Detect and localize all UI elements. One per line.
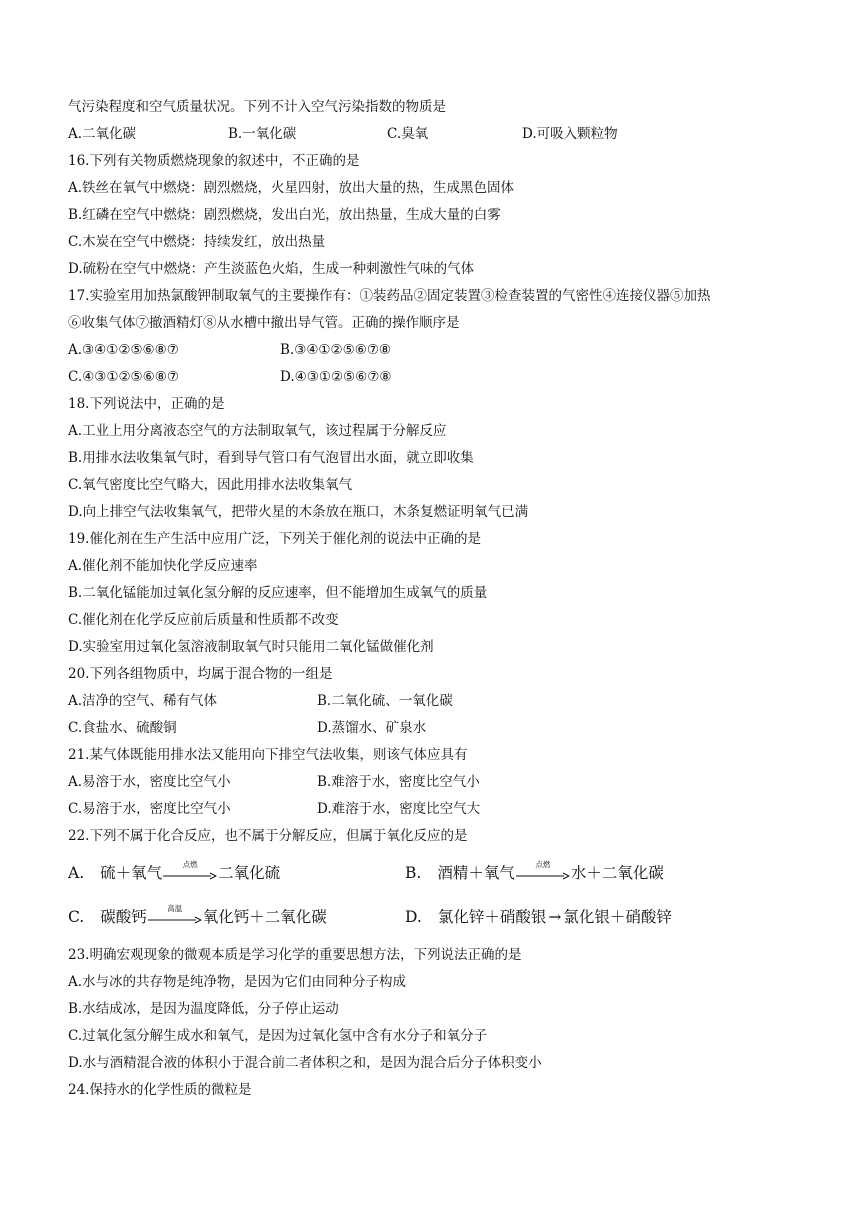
- q16-stem: 16.下列有关物质燃烧现象的叙述中，不正确的是: [68, 153, 360, 169]
- q18-option-b: B.用排水法收集氧气时，看到导气管口有气泡冒出水面，就立即收集: [68, 450, 474, 466]
- q22-c-products: 氧化钙＋二氧化碳: [202, 908, 327, 926]
- q20-option-a: A.洁净的空气、稀有气体: [68, 693, 218, 709]
- q20-stem: 20.下列各组物质中，均属于混合物的一组是: [68, 666, 333, 682]
- q20-option-b: B.二氧化硫、一氧化碳: [317, 693, 453, 709]
- q17-option-d: D.④③①②⑤⑥⑦⑧: [280, 369, 392, 385]
- q22-option-a-label: A.: [68, 864, 85, 882]
- q18-stem: 18.下列说法中，正确的是: [68, 396, 225, 412]
- q19-option-a: A.催化剂不能加快化学反应速率: [68, 558, 258, 574]
- q23-option-b: B.水结成冰，是因为温度降低，分子停止运动: [68, 1001, 339, 1017]
- reaction-arrow-icon: [516, 862, 570, 884]
- q15-option-d: D.可吸入颗粒物: [522, 126, 618, 142]
- q22-a-products: 二氧化硫: [218, 864, 281, 882]
- q22-a-condition: 点燃: [182, 860, 198, 869]
- q17-option-c: C.④③①②⑤⑥⑧⑦: [68, 369, 179, 385]
- q22-b-products: 水＋二氧化碳: [570, 864, 664, 882]
- q22-option-d-label: D.: [405, 908, 422, 926]
- q19-option-d: D.实验室用过氧化氢溶液制取氧气时只能用二氧化锰做催化剂: [68, 639, 434, 655]
- reaction-arrow-icon: →: [548, 908, 562, 926]
- q22-option-b: [405, 862, 664, 884]
- q18-option-a: A.工业上用分离液态空气的方法制取氧气，该过程属于分解反应: [68, 423, 447, 439]
- q17-option-b: B.③④①②⑤⑥⑦⑧: [280, 342, 392, 358]
- q19-option-b: B.二氧化锰能加过氧化氢分解的反应速率，但不能增加生成氧气的质量: [68, 585, 488, 601]
- q16-option-c: C.木炭在空气中燃烧：持续发红，放出热量: [68, 234, 326, 250]
- q19-stem: 19.催化剂在生产生活中应用广泛，下列关于催化剂的说法中正确的是: [68, 531, 481, 547]
- reaction-arrow-icon: [163, 862, 217, 884]
- q19-option-c: C.催化剂在化学反应前后质量和性质都不改变: [68, 612, 339, 628]
- q22-option-d: [405, 906, 672, 928]
- q20-option-d: D.蒸馏水、矿泉水: [317, 720, 427, 736]
- q22-b-condition: 点燃: [535, 860, 551, 869]
- q21-option-b: B.难溶于水，密度比空气小: [317, 774, 480, 790]
- q15-option-b: B.一氧化碳: [228, 126, 297, 142]
- q18-option-d: D.向上排空气法收集氧气，把带火星的木条放在瓶口，木条复燃证明氧气已满: [68, 504, 529, 520]
- q15-option-c: C.臭氧: [387, 126, 429, 142]
- q22-stem: 22.下列不属于化合反应，也不属于分解反应，但属于氧化反应的是: [68, 828, 468, 844]
- q21-stem: 21.某气体既能用排水法又能用向下排空气法收集，则该气体应具有: [68, 747, 468, 763]
- q23-option-c: C.过氧化氢分解生成水和氧气，是因为过氧化氢中含有水分子和氧分子: [68, 1028, 488, 1044]
- q16-option-d: D.硫粉在空气中燃烧：产生淡蓝色火焰，生成一种刺激性气味的气体: [68, 261, 475, 277]
- q22-b-reactants: 酒精＋氧气: [437, 864, 515, 882]
- q21-option-c: C.易溶于水，密度比空气小: [68, 801, 231, 817]
- q23-stem: 23.明确宏观现象的微观本质是学习化学的重要思想方法，下列说法正确的是: [68, 947, 522, 963]
- q23-option-a: A.水与冰的共存物是纯净物，是因为它们由同种分子构成: [68, 974, 407, 990]
- q17-stem-line2: ⑥收集气体⑦撤酒精灯⑧从水槽中撤出导气管。正确的操作顺序是: [68, 315, 460, 331]
- q22-option-c: [68, 906, 327, 928]
- q21-option-d: D.难溶于水，密度比空气大: [317, 801, 481, 817]
- q22-c-reactants: 碳酸钙: [100, 908, 147, 926]
- q22-option-c-label: C.: [68, 908, 85, 926]
- q22-d-reactants: 氯化锌＋硝酸银: [437, 908, 547, 926]
- reaction-arrow-icon: [148, 906, 202, 928]
- q15-option-a: A.二氧化碳: [68, 126, 137, 142]
- q21-option-a: A.易溶于水，密度比空气小: [68, 774, 231, 790]
- q23-option-d: D.水与酒精混合液的体积小于混合前二者体积之和，是因为混合后分子体积变小: [68, 1055, 542, 1071]
- q18-option-c: C.氧气密度比空气略大，因此用排水法收集氧气: [68, 477, 353, 493]
- q16-option-b: B.红磷在空气中燃烧：剧烈燃烧，发出白光，放出热量，生成大量的白雾: [68, 207, 501, 223]
- q16-option-a: A.铁丝在氧气中燃烧：剧烈燃烧，火星四射，放出大量的热，生成黑色固体: [68, 180, 515, 196]
- q22-c-condition: 高温: [167, 904, 183, 913]
- q22-option-b-label: B.: [405, 864, 422, 882]
- q22-d-products: 氯化银＋硝酸锌: [563, 908, 672, 926]
- q17-option-a: A.③④①②⑤⑥⑧⑦: [68, 342, 179, 358]
- q20-option-c: C.食盐水、硫酸铜: [68, 720, 177, 736]
- q15-stem-tail: 气污染程度和空气质量状况。下列不计入空气污染指数的物质是: [68, 99, 446, 115]
- q22-a-reactants: 硫＋氧气: [100, 864, 163, 882]
- q24-stem: 24.保持水的化学性质的微粒是: [68, 1082, 252, 1098]
- q17-stem-line1: 17.实验室用加热氯酸钾制取氧气的主要操作有：①装药品②固定装置③检查装置的气密性④连接仪器⑤加热: [68, 288, 711, 304]
- q22-option-a: [68, 862, 280, 884]
